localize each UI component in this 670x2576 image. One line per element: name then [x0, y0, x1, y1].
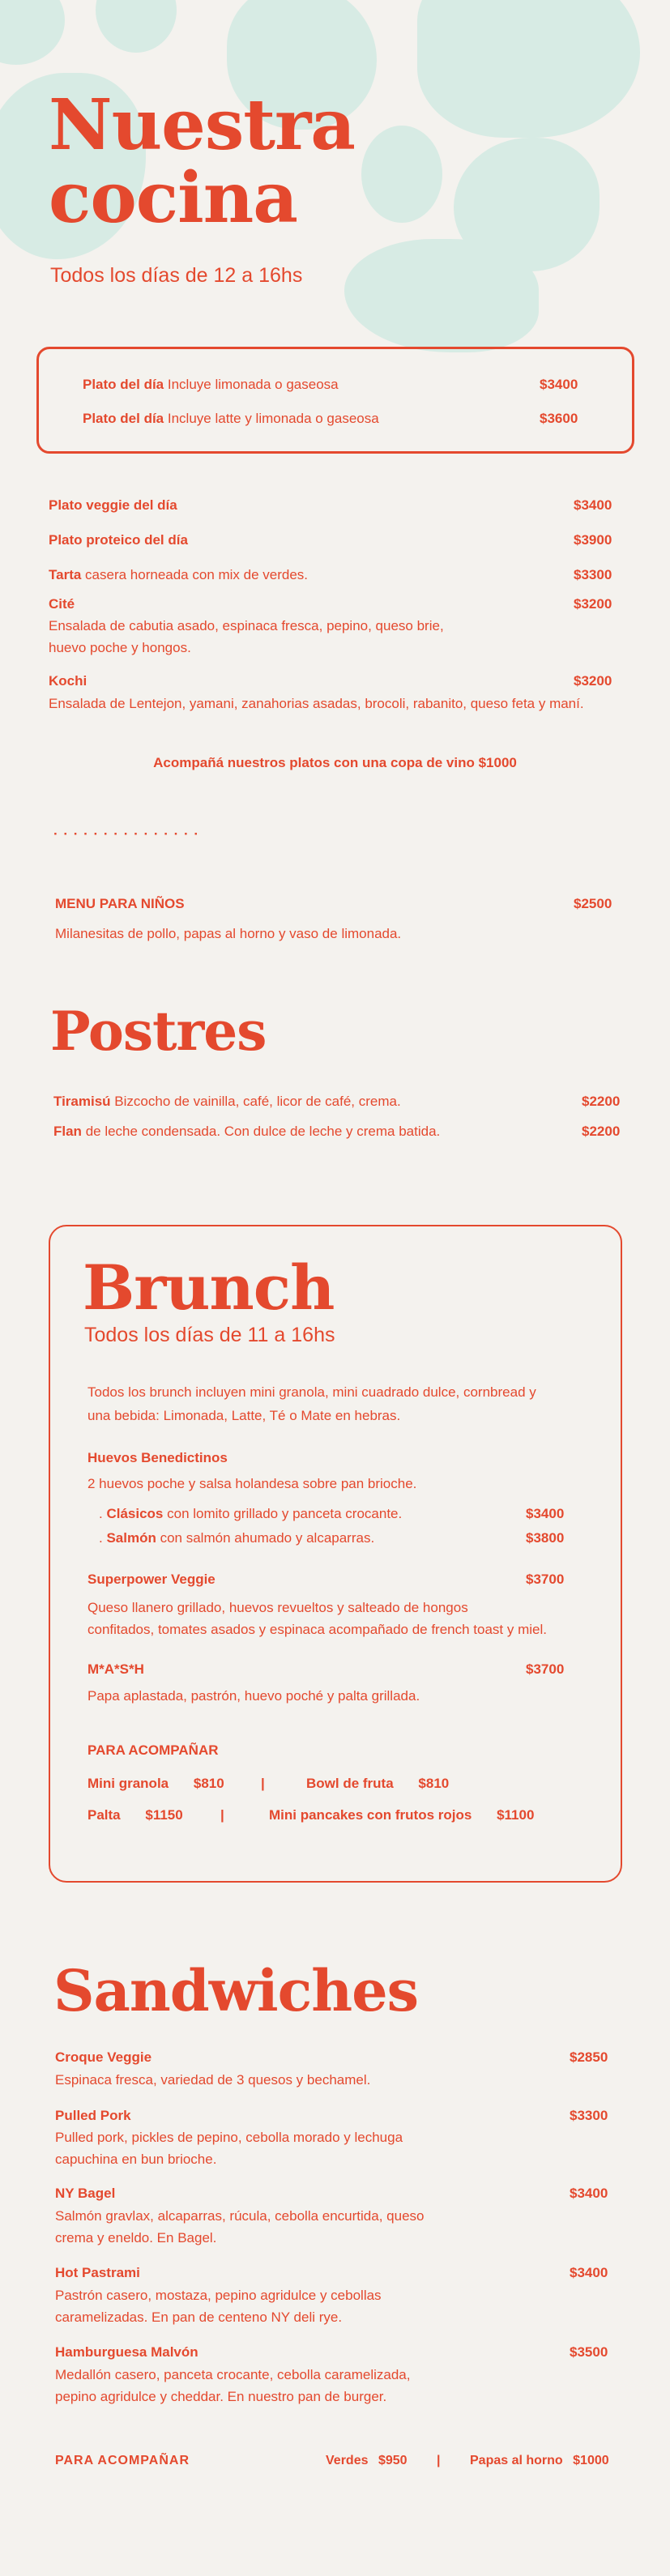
item-desc: Bizcocho de vainilla, café, licor de café, crema. — [114, 1094, 401, 1109]
item-name: Salmón — [106, 1530, 156, 1546]
menu-item — [53, 1090, 401, 1112]
menu-item-name: Plato proteico del día — [49, 532, 188, 548]
item-price: $3200 — [574, 673, 612, 689]
item-name: Tiramisú — [53, 1094, 111, 1109]
menu-item-name: Plato veggie del día — [49, 497, 177, 513]
side-item — [470, 2454, 609, 2468]
menu-option — [99, 1503, 402, 1525]
item-price: $3400 — [526, 1506, 565, 1521]
item-price: $3300 — [570, 2108, 608, 2123]
item-desc: caramelizadas. En pan de centeno NY deli rye. — [55, 2309, 343, 2325]
menu-item-name: Huevos Benedictinos — [87, 1450, 228, 1465]
item-price: $3300 — [574, 567, 612, 582]
plato-del-dia-row — [83, 407, 379, 429]
item-name: Clásicos — [106, 1506, 164, 1521]
side-separator: | — [437, 2454, 441, 2467]
side-price: $1150 — [145, 1807, 183, 1823]
item-desc: Salmón gravlax, alcaparras, rúcula, cebolla encurtida, queso — [55, 2208, 425, 2224]
menu-item-name: M*A*S*H — [87, 1661, 144, 1677]
item-desc: Milanesitas de pollo, papas al horno y vaso de limonada. — [55, 926, 402, 941]
side-price: $1100 — [497, 1807, 535, 1823]
item-price: $2200 — [582, 1094, 621, 1109]
side-price: $810 — [193, 1776, 224, 1791]
item-price: $3500 — [570, 2344, 608, 2360]
side-name: Bowl de fruta — [306, 1776, 394, 1791]
item-desc: capuchina en bun brioche. — [55, 2152, 217, 2167]
item-desc: Ensalada de Lentejon, yamani, zanahorias asadas, brocoli, rabanito, queso feta y maní. — [49, 696, 584, 711]
item-desc: Pastrón casero, mostaza, pepino agridulce y cebollas — [55, 2288, 382, 2303]
item-price: $3600 — [540, 411, 578, 426]
item-desc: Incluye latte y limonada o gaseosa — [167, 411, 379, 426]
menu-item-name: NY Bagel — [55, 2186, 116, 2201]
item-price: $3700 — [526, 1572, 565, 1587]
side-price: $1000 — [573, 2454, 609, 2467]
item-desc: Ensalada de cabutia asado, espinaca fresca, pepino, queso brie, — [49, 618, 444, 633]
page-title — [49, 84, 356, 239]
item-desc: con salmón ahumado y alcaparras. — [160, 1530, 375, 1546]
side-separator: | — [220, 1807, 224, 1823]
item-price: $3400 — [570, 2265, 608, 2280]
side-name: Palta — [87, 1807, 121, 1823]
item-name: Plato del día — [83, 411, 164, 426]
decor-blob — [361, 126, 442, 223]
menu-item-name: Hamburguesa Malvón — [55, 2344, 198, 2360]
plato-del-dia-row — [83, 373, 339, 395]
option-bullet: . — [99, 1506, 107, 1521]
sandwiches-title: Sandwiches — [53, 1957, 419, 2024]
page-title-line1: Nuestra — [49, 84, 356, 166]
item-desc: Queso llanero grillado, huevos revueltos y salteado de hongos — [87, 1600, 468, 1615]
brunch-intro: Todos los brunch incluyen mini granola, mini cuadrado dulce, cornbread y — [87, 1384, 536, 1400]
side-name: Mini pancakes con frutos rojos — [269, 1807, 472, 1823]
plato-del-dia-box — [36, 347, 634, 454]
sides-title: PARA ACOMPAÑAR — [87, 1742, 219, 1758]
brunch-intro: una bebida: Limonada, Latte, Té o Mate en hebras. — [87, 1408, 401, 1423]
side-item — [87, 1804, 183, 1826]
side-item — [306, 1772, 449, 1794]
item-price: $3400 — [574, 497, 612, 513]
side-name: Mini granola — [87, 1776, 169, 1791]
item-price: $3800 — [526, 1530, 565, 1546]
item-price: $3400 — [540, 377, 578, 392]
item-price: $2200 — [582, 1124, 621, 1139]
page-title-line2: cocina — [49, 157, 298, 239]
item-price: $2850 — [570, 2049, 608, 2065]
decor-blob — [417, 0, 640, 138]
item-desc: huevo poche y hongos. — [49, 640, 191, 655]
side-separator: | — [261, 1776, 265, 1791]
item-desc: Papa aplastada, pastrón, huevo poché y palta grillada. — [87, 1688, 420, 1704]
item-name: Tarta — [49, 567, 82, 582]
menu-item-name: Kochi — [49, 673, 87, 689]
wine-note: Acompañá nuestros platos con una copa de vino $1000 — [153, 755, 517, 770]
side-item — [269, 1804, 534, 1826]
side-price: $810 — [418, 1776, 450, 1791]
menu-item — [49, 564, 308, 586]
menu-option — [99, 1527, 374, 1549]
item-price: $3200 — [574, 596, 612, 612]
item-name: Plato del día — [83, 377, 164, 392]
menu-item-name: Pulled Pork — [55, 2108, 131, 2123]
item-price: $3900 — [574, 532, 612, 548]
side-name: Papas al horno — [470, 2454, 563, 2467]
item-desc: Incluye limonada o gaseosa — [167, 377, 339, 392]
item-desc: Pulled pork, pickles de pepino, cebolla morado y lechuga — [55, 2130, 403, 2145]
item-desc: pepino agridulce y cheddar. En nuestro pan de burger. — [55, 2389, 387, 2404]
menu-item — [53, 1120, 440, 1142]
kids-menu-title: MENU PARA NIÑOS — [55, 896, 185, 911]
postres-title: Postres — [50, 1000, 267, 1063]
side-item — [326, 2454, 408, 2468]
item-desc: Espinaca fresca, variedad de 3 quesos y bechamel. — [55, 2072, 371, 2088]
item-price: $2500 — [574, 896, 612, 911]
side-price: $950 — [378, 2454, 408, 2467]
sides-title: PARA ACOMPAÑAR — [55, 2454, 190, 2467]
item-price: $3400 — [570, 2186, 608, 2201]
decor-blob — [344, 239, 539, 352]
decor-blob — [96, 0, 177, 53]
dotted-divider: · · · · · · · · · · · · · · · — [53, 826, 200, 842]
menu-item-name: Cité — [49, 596, 75, 612]
option-bullet: . — [99, 1530, 107, 1546]
item-desc: confitados, tomates asados y espinaca acompañado de french toast y miel. — [87, 1622, 547, 1637]
menu-item-name: Croque Veggie — [55, 2049, 152, 2065]
item-desc: Medallón casero, panceta crocante, cebolla caramelizada, — [55, 2367, 411, 2382]
brunch-title: Brunch — [83, 1252, 335, 1324]
item-name: Flan — [53, 1124, 82, 1139]
item-price: $3700 — [526, 1661, 565, 1677]
menu-item-name: Superpower Veggie — [87, 1572, 216, 1587]
page-subtitle: Todos los días de 12 a 16hs — [50, 264, 303, 287]
item-desc: crema y eneldo. En Bagel. — [55, 2230, 217, 2245]
decor-blob — [0, 0, 65, 65]
item-desc: con lomito grillado y panceta crocante. — [167, 1506, 403, 1521]
item-desc: 2 huevos poche y salsa holandesa sobre pan brioche. — [87, 1476, 417, 1491]
item-desc: casera horneada con mix de verdes. — [85, 567, 309, 582]
item-desc: de leche condensada. Con dulce de leche y crema batida. — [85, 1124, 441, 1139]
side-name: Verdes — [326, 2454, 369, 2467]
brunch-subtitle: Todos los días de 11 a 16hs — [84, 1324, 335, 1346]
side-item — [87, 1772, 224, 1794]
menu-item-name: Hot Pastrami — [55, 2265, 140, 2280]
